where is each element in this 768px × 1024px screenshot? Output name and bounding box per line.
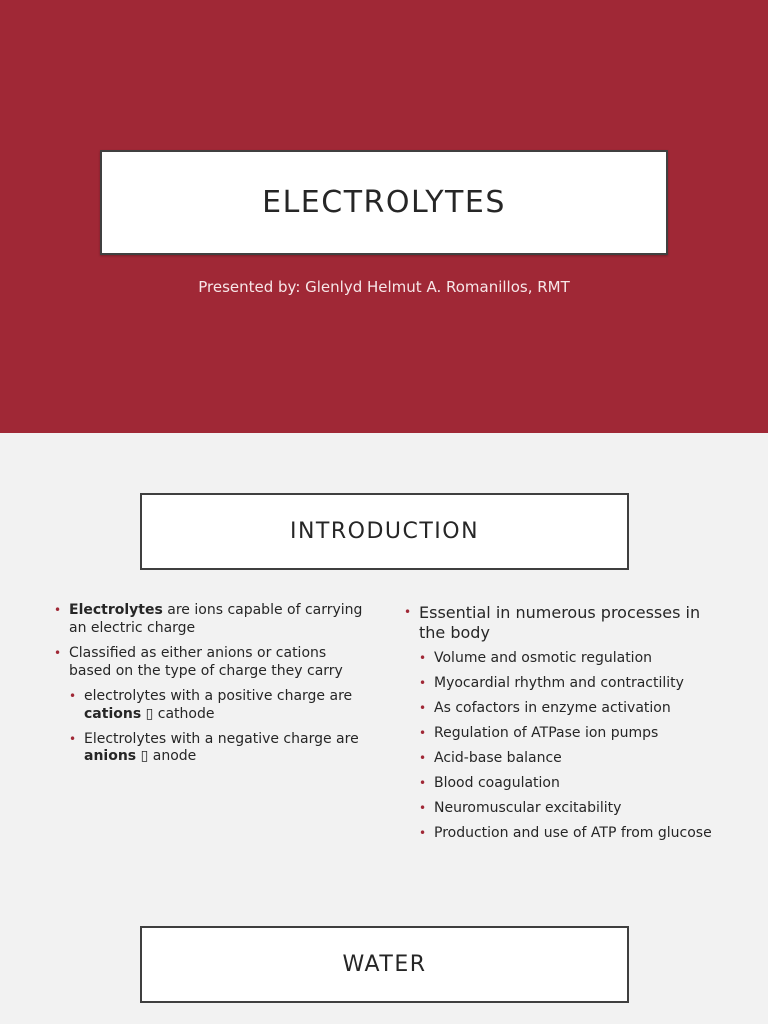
process-item: As cofactors in enzyme activation (434, 700, 671, 716)
anions-term: anions (84, 748, 137, 764)
process-item: Regulation of ATPase ion pumps (434, 725, 659, 741)
sub-list-item (419, 775, 714, 793)
process-item: Neuromuscular excitability (434, 800, 622, 816)
sub-list-item (69, 688, 364, 723)
process-item: Volume and osmotic regulation (434, 650, 653, 666)
sub-list-item (419, 750, 714, 768)
process-item: Myocardial rhythm and contractility (434, 675, 684, 691)
sub-list-item (419, 700, 714, 718)
presenter-subtitle: Presented by: Glenlyd Helmut A. Romanillos, RMT (198, 278, 570, 296)
title-slide (0, 0, 768, 433)
classification-text: Classified as either anions or cations based on the type of charge they carry (69, 645, 343, 679)
anode-text: ▯ anode (136, 748, 197, 764)
list-item (54, 602, 364, 637)
bullet-icon: • (419, 651, 427, 665)
water-heading: WATER (342, 952, 427, 977)
sub-list-item (69, 731, 364, 766)
bullet-icon: • (404, 605, 412, 619)
intro-left-column (54, 602, 364, 773)
bullet-icon: • (419, 826, 427, 840)
sub-list-item (419, 725, 714, 743)
bullet-icon: • (69, 689, 77, 703)
cathode-text: ▯ cathode (141, 705, 215, 722)
bullet-icon: • (54, 646, 62, 660)
bullet-icon: • (69, 731, 77, 746)
sub-list-item (419, 825, 714, 843)
bullet-icon: • (419, 701, 427, 715)
intro-right-list (404, 603, 714, 843)
sub-list-item (419, 675, 714, 693)
bullet-icon: • (54, 603, 62, 617)
cation-text-pre: electrolytes with a positive charge are (84, 688, 353, 704)
sub-list-item (419, 800, 714, 818)
bullet-icon: • (419, 726, 427, 740)
bullet-icon: • (419, 676, 427, 690)
introduction-heading: INTRODUCTION (289, 519, 480, 544)
anion-text-pre: Electrolytes with a negative charge are (84, 730, 359, 747)
bullet-icon: • (419, 801, 427, 815)
intro-left-list (54, 602, 364, 766)
processes-heading: Essential in numerous processes in the body (419, 603, 701, 642)
electrolytes-definition: are ions capable of carrying an electric charge (69, 602, 363, 636)
process-item: Acid-base balance (434, 750, 562, 766)
title-box (100, 150, 668, 255)
water-heading-box (140, 926, 629, 1003)
process-item: Production and use of ATP from glucose (434, 825, 712, 841)
intro-right-column (404, 603, 714, 850)
cations-term: cations (84, 705, 142, 722)
electrolytes-term: Electrolytes (69, 602, 163, 618)
list-item (54, 645, 364, 680)
bullet-icon: • (419, 751, 427, 765)
slide-title: ELECTROLYTES (262, 185, 506, 220)
introduction-heading-box (140, 493, 629, 570)
process-item: Blood coagulation (434, 775, 560, 791)
list-item (404, 603, 714, 642)
bullet-icon: • (419, 776, 427, 790)
sub-list-item (419, 650, 714, 668)
